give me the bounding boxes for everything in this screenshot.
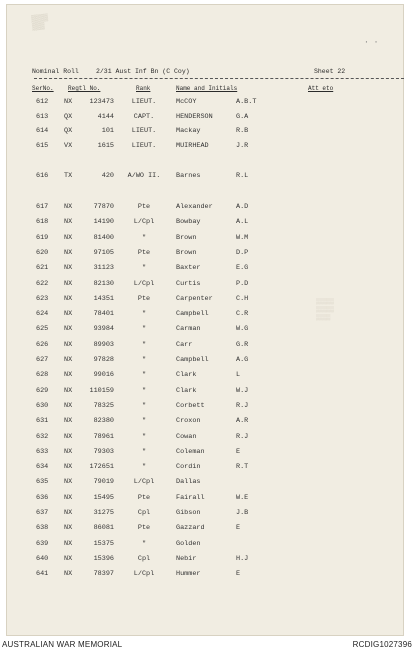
table-row <box>6 417 404 429</box>
state-prefix: NX <box>64 310 73 319</box>
state-prefix: NX <box>64 386 73 395</box>
initials: G.R <box>236 340 249 349</box>
regtl-no: 31275 <box>93 509 114 517</box>
ser-no: 639 <box>36 539 49 548</box>
table-row <box>6 341 404 353</box>
state-prefix: NX <box>64 248 73 257</box>
ser-no: 625 <box>36 325 49 334</box>
header-rule <box>34 78 404 79</box>
regtl-no: 420 <box>101 172 114 180</box>
ser-no: 613 <box>36 113 49 121</box>
col-att: Att eto <box>308 85 334 92</box>
soldier-name: Gibson <box>176 509 201 517</box>
ser-no: 636 <box>36 493 49 502</box>
state-prefix: NX <box>64 401 73 410</box>
regtl-no: 82380 <box>93 417 114 426</box>
soldier-name: Campbell <box>176 356 209 364</box>
table-row <box>6 113 404 125</box>
table-row <box>6 280 404 292</box>
rank: L/Cpl <box>133 570 155 579</box>
regtl-no: 93984 <box>93 325 114 334</box>
table-row <box>6 325 404 337</box>
initials: W.J <box>236 386 249 395</box>
regtl-no: 1615 <box>97 142 114 150</box>
faded-stamp: ▒▒▒▒ ▒▒▒ <box>30 14 49 32</box>
rank: " <box>141 401 147 410</box>
table-row <box>6 463 404 475</box>
soldier-name: Bowbay <box>176 218 201 227</box>
rank: " <box>141 233 147 242</box>
ser-no: 635 <box>36 478 49 487</box>
state-prefix: NX <box>64 539 73 548</box>
ser-no: 640 <box>36 554 49 563</box>
state-prefix: NX <box>64 478 73 487</box>
document-page <box>6 4 404 636</box>
state-prefix: NX <box>64 463 73 472</box>
state-prefix: NX <box>64 218 73 227</box>
table-row <box>6 524 404 536</box>
state-prefix: NX <box>64 203 73 211</box>
state-prefix: VX <box>64 142 73 150</box>
state-prefix: NX <box>64 447 73 456</box>
soldier-name: Curtis <box>176 279 201 288</box>
initials: C.H <box>236 294 249 303</box>
ser-no: 621 <box>36 264 49 273</box>
rank: Pte <box>137 493 151 502</box>
soldier-name: Corbett <box>176 401 205 410</box>
table-row <box>6 509 404 521</box>
table-row <box>6 98 404 110</box>
soldier-name: Cowan <box>176 432 197 441</box>
rank: Pte <box>137 248 151 257</box>
table-row <box>6 234 404 246</box>
roll-unit: 2/31 Aust Inf Bn (C Coy) <box>96 68 190 75</box>
ser-no: 641 <box>36 570 49 579</box>
regtl-no: 86081 <box>93 524 114 533</box>
initials: J.B <box>236 509 249 517</box>
ser-no: 612 <box>36 98 49 106</box>
initials: P.D <box>236 279 249 288</box>
rank: " <box>141 310 147 319</box>
initials: A.B.T <box>236 98 257 106</box>
state-prefix: TX <box>64 172 73 180</box>
soldier-name: Carman <box>176 325 201 334</box>
initials: W.G <box>236 325 249 334</box>
ser-no: 631 <box>36 417 49 426</box>
table-row <box>6 478 404 490</box>
ser-no: 628 <box>36 371 49 380</box>
initials: A.G <box>236 356 249 364</box>
soldier-name: Campbell <box>176 310 209 319</box>
ser-no: 615 <box>36 142 49 150</box>
initials: R.L <box>236 172 249 180</box>
regtl-no: 78397 <box>93 570 114 579</box>
rank: " <box>141 447 147 456</box>
rank: " <box>141 356 147 364</box>
regtl-no: 101 <box>101 127 114 135</box>
initials: A.L <box>236 218 249 227</box>
regtl-no: 97105 <box>93 248 114 257</box>
state-prefix: NX <box>64 98 73 106</box>
rank: Cpl <box>137 554 151 563</box>
table-row <box>6 249 404 261</box>
rank: LIEUT. <box>131 98 157 106</box>
regtl-no: 14351 <box>93 294 114 303</box>
rank: L/Cpl <box>133 478 155 487</box>
state-prefix: QX <box>64 113 73 121</box>
rank: LIEUT. <box>131 142 157 150</box>
regtl-no: 97828 <box>93 356 114 364</box>
roll-title: Nominal Roll <box>32 68 79 75</box>
soldier-name: Dallas <box>176 478 201 487</box>
ser-no: 637 <box>36 509 49 517</box>
soldier-name: Coleman <box>176 447 205 456</box>
regtl-no: 78961 <box>93 432 114 441</box>
ser-no: 632 <box>36 432 49 441</box>
table-row <box>6 448 404 460</box>
initials: W.E <box>236 493 249 502</box>
table-row <box>6 264 404 276</box>
soldier-name: Nebir <box>176 554 197 563</box>
rank: Pte <box>137 524 151 533</box>
rank: " <box>141 371 147 380</box>
rank: " <box>141 386 147 395</box>
state-prefix: QX <box>64 127 73 135</box>
ser-no: 622 <box>36 279 49 288</box>
table-row <box>6 142 404 154</box>
table-row <box>6 356 404 368</box>
col-name: Name and Initials <box>176 85 238 92</box>
rank: " <box>141 325 147 334</box>
initials: R.J <box>236 432 249 441</box>
soldier-name: Baxter <box>176 264 201 273</box>
soldier-name: Golden <box>176 539 201 548</box>
initials: W.M <box>236 233 249 242</box>
soldier-name: Mackay <box>176 127 201 135</box>
soldier-name: MUIRHEAD <box>176 142 209 150</box>
ser-no: 633 <box>36 447 49 456</box>
soldier-name: Clark <box>176 386 197 395</box>
rank: L/Cpl <box>133 279 155 288</box>
regtl-no: 79019 <box>93 478 114 487</box>
table-row <box>6 540 404 552</box>
initials: R.J <box>236 401 249 410</box>
initials: H.J <box>236 554 249 563</box>
initials: G.A <box>236 113 249 121</box>
table-row <box>6 172 404 184</box>
ser-no: 627 <box>36 356 49 364</box>
state-prefix: NX <box>64 432 73 441</box>
initials: L <box>236 371 241 380</box>
regtl-no: 123473 <box>89 98 114 106</box>
initials: R.B <box>236 127 249 135</box>
rank: LIEUT. <box>131 127 157 135</box>
soldier-name: Fairall <box>176 493 205 502</box>
regtl-no: 99016 <box>93 371 114 380</box>
rank: Pte <box>137 294 151 303</box>
initials: A.R <box>236 417 249 426</box>
soldier-name: Croxon <box>176 417 201 426</box>
bleed-through: ▒▒▒▒▒ ▒▒▒▒▒ ▒▒▒▒ <box>316 298 335 321</box>
soldier-name: Brown <box>176 233 197 242</box>
rank: A/WO II. <box>127 172 161 180</box>
initials: E <box>236 447 241 456</box>
rank: " <box>141 340 147 349</box>
initials: J.R <box>236 142 249 150</box>
ser-no: 638 <box>36 524 49 533</box>
state-prefix: NX <box>64 417 73 426</box>
table-row <box>6 433 404 445</box>
regtl-no: 172651 <box>89 463 114 472</box>
soldier-name: Gazzard <box>176 524 205 533</box>
regtl-no: 15495 <box>93 493 114 502</box>
ser-no: 616 <box>36 172 49 180</box>
ser-no: 614 <box>36 127 49 135</box>
regtl-no: 110159 <box>89 386 114 395</box>
ser-no: 629 <box>36 386 49 395</box>
table-row <box>6 387 404 399</box>
state-prefix: NX <box>64 279 73 288</box>
soldier-name: Alexander <box>176 203 213 211</box>
soldier-name: Carr <box>176 340 193 349</box>
rank: Pte <box>137 203 151 211</box>
soldier-name: Brown <box>176 248 197 257</box>
ser-no: 630 <box>36 401 49 410</box>
rank: " <box>141 417 147 426</box>
state-prefix: NX <box>64 340 73 349</box>
ser-no: 620 <box>36 248 49 257</box>
footer-credit: AUSTRALIAN WAR MEMORIAL <box>2 640 123 649</box>
col-regtl-no: Regtl No. <box>68 85 101 92</box>
table-row <box>6 555 404 567</box>
soldier-name: Barnes <box>176 172 201 180</box>
initials: D.P <box>236 248 249 257</box>
ser-no: 618 <box>36 218 49 227</box>
regtl-no: 78401 <box>93 310 114 319</box>
initials: A.D <box>236 203 249 211</box>
regtl-no: 15375 <box>93 539 114 548</box>
state-prefix: NX <box>64 509 73 517</box>
rank: " <box>141 463 147 472</box>
rank: " <box>141 432 147 441</box>
ser-no: 619 <box>36 233 49 242</box>
initials: E <box>236 524 241 533</box>
regtl-no: 15396 <box>93 554 114 563</box>
ser-no: 634 <box>36 463 49 472</box>
regtl-no: 31123 <box>93 264 114 273</box>
corner-mark: · · <box>364 38 379 47</box>
ser-no: 623 <box>36 294 49 303</box>
soldier-name: Carpenter <box>176 294 213 303</box>
soldier-name: Hummer <box>176 570 201 579</box>
initials: R.T <box>236 463 249 472</box>
initials: C.R <box>236 310 249 319</box>
regtl-no: 4144 <box>97 113 114 121</box>
sheet-number: Sheet 22 <box>314 68 346 75</box>
rank: L/Cpl <box>133 218 155 227</box>
soldier-name: McCOY <box>176 98 197 106</box>
rank: " <box>141 539 147 548</box>
state-prefix: NX <box>64 264 73 273</box>
table-row <box>6 127 404 139</box>
state-prefix: NX <box>64 294 73 303</box>
soldier-name: Clark <box>176 371 197 380</box>
initials: E.G <box>236 264 249 273</box>
rank: " <box>141 264 147 273</box>
regtl-no: 81400 <box>93 233 114 242</box>
soldier-name: Cordin <box>176 463 201 472</box>
rank: Cpl <box>137 509 151 517</box>
state-prefix: NX <box>64 524 73 533</box>
initials: E <box>236 570 241 579</box>
table-row <box>6 371 404 383</box>
state-prefix: NX <box>64 570 73 579</box>
table-row <box>6 402 404 414</box>
col-rank: Rank <box>136 85 151 92</box>
regtl-no: 77870 <box>93 203 114 211</box>
regtl-no: 14190 <box>93 218 114 227</box>
state-prefix: NX <box>64 493 73 502</box>
rank: CAPT. <box>133 113 155 121</box>
state-prefix: NX <box>64 233 73 242</box>
soldier-name: HENDERSON <box>176 113 213 121</box>
regtl-no: 78325 <box>93 401 114 410</box>
table-row <box>6 218 404 230</box>
state-prefix: NX <box>64 356 73 364</box>
state-prefix: NX <box>64 554 73 563</box>
table-row <box>6 570 404 582</box>
regtl-no: 89903 <box>93 340 114 349</box>
table-row <box>6 203 404 215</box>
footer-id: RCDIG1027396 <box>352 640 412 649</box>
regtl-no: 82130 <box>93 279 114 288</box>
table-row <box>6 494 404 506</box>
ser-no: 626 <box>36 340 49 349</box>
col-ser-no: SerNo. <box>32 85 54 92</box>
ser-no: 624 <box>36 310 49 319</box>
state-prefix: NX <box>64 371 73 380</box>
ser-no: 617 <box>36 203 49 211</box>
state-prefix: NX <box>64 325 73 334</box>
regtl-no: 79303 <box>93 447 114 456</box>
